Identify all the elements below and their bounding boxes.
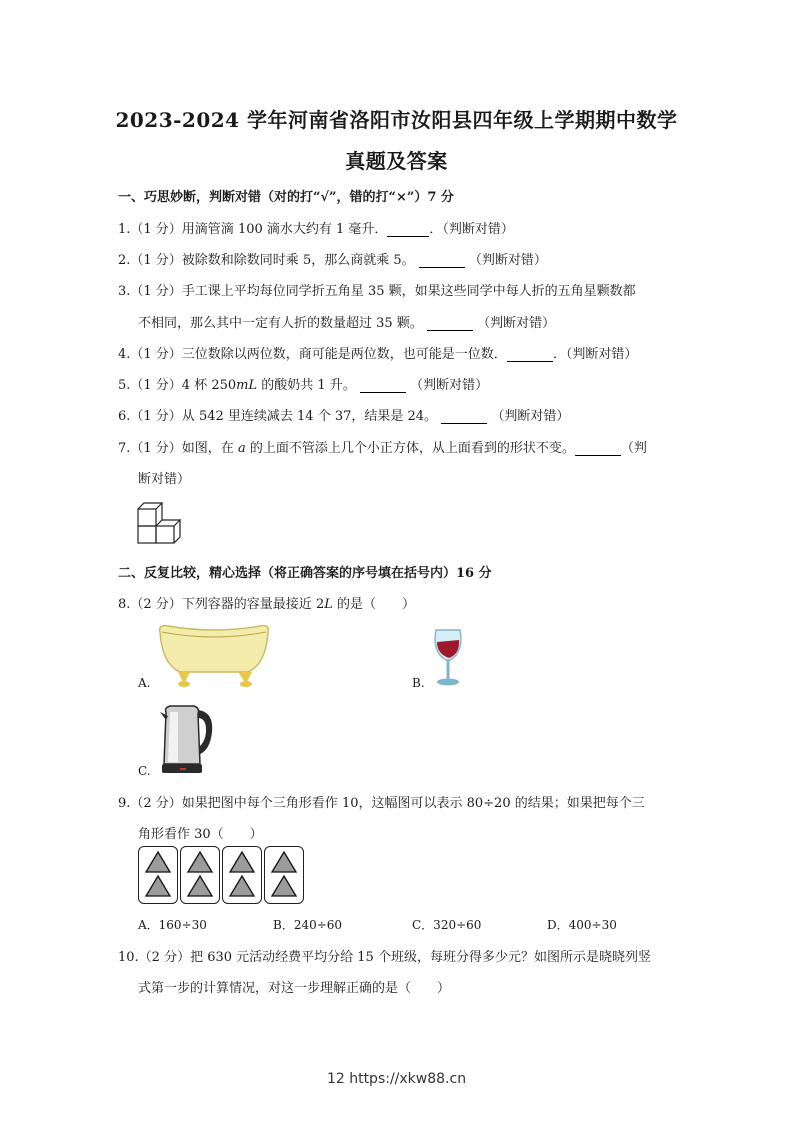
- question-10-line2: 式第一步的计算情况，对这一步理解正确的是（ ）: [138, 981, 451, 996]
- question-7: [118, 437, 647, 456]
- q8-unit: L: [324, 597, 333, 612]
- q7-text-b: 的上面不管添上几个小正方体，从上面看到的形状不变。: [245, 441, 575, 456]
- triangle-group-4: [264, 846, 304, 904]
- kettle-image[interactable]: [156, 702, 218, 776]
- question-8: [118, 593, 415, 612]
- q2-answer-blank[interactable]: [419, 253, 465, 268]
- q8-text-a: 8.（2 分）下列容器的容量最接近 2: [118, 597, 325, 612]
- question-6: [118, 405, 569, 424]
- triangle-group-2: [180, 846, 220, 904]
- q7-text-a: 7.（1 分）如图，在: [118, 441, 238, 456]
- triangle-group-3: [222, 846, 262, 904]
- q9-option-b[interactable]: B．240÷60: [273, 918, 343, 932]
- q1-suffix: ．（判断对错）: [429, 222, 514, 237]
- q8-option-c-label: C.: [138, 764, 151, 778]
- triangle-group-1: [138, 846, 178, 904]
- q5-answer-blank[interactable]: [360, 378, 406, 393]
- question-9-line2: 角形看作 30（ ）: [138, 827, 263, 842]
- question-2: [118, 249, 547, 268]
- q6-suffix: （判断对错）: [491, 409, 570, 424]
- question-1: [118, 218, 514, 237]
- q7-answer-blank[interactable]: [575, 441, 621, 456]
- question-5: [118, 374, 488, 393]
- question-3-line1: 3.（1 分）手工课上平均每位同学折五角星 35 颗，如果这些同学中每人折的五角星颗数都: [118, 284, 636, 299]
- q5-text-b: 的酸奶共 1 升。: [257, 378, 356, 393]
- q3-suffix: （判断对错）: [477, 316, 556, 331]
- wine-glass-image[interactable]: [428, 626, 468, 688]
- cube-figure: [136, 498, 190, 546]
- question-9-line1: 9.（2 分）如果把图中每个三角形看作 10，这幅图可以表示 80÷20 的结果；如果把每个三: [118, 796, 645, 811]
- q9-option-d[interactable]: D．400÷30: [547, 918, 617, 932]
- q3-text: 不相同，那么其中一定有人折的数量超过 35 颗。: [138, 316, 423, 331]
- q7-var: a: [237, 441, 246, 456]
- q8-text-b: 的是（ ）: [332, 597, 415, 612]
- q4-answer-blank[interactable]: [507, 347, 553, 362]
- question-4: [118, 343, 637, 362]
- triangle-figure: [138, 846, 308, 908]
- q4-text: 4.（1 分）三位数除以两位数，商可能是两位数，也可能是一位数．: [118, 347, 507, 362]
- bathtub-image[interactable]: [156, 620, 272, 688]
- q5-suffix: （判断对错）: [410, 378, 489, 393]
- doc-title-line2: 真题及答案: [345, 149, 448, 173]
- q5-text-a: 5.（1 分）4 杯 250: [118, 378, 237, 393]
- q6-answer-blank[interactable]: [441, 409, 487, 424]
- q8-option-b-label: B.: [412, 676, 425, 690]
- question-10-line1: 10.（2 分）把 630 元活动经费平均分给 15 个班级，每班分得多少元？如图所示是晓晓列竖: [118, 950, 651, 965]
- question-3-line2: [138, 312, 555, 331]
- q8-option-a-label: A.: [138, 676, 151, 690]
- q2-text: 2.（1 分）被除数和除数同时乘 5，那么商就乘 5。: [118, 253, 415, 268]
- question-7-line2: 断对错）: [138, 472, 191, 487]
- q6-text: 6.（1 分）从 542 里连续减去 14 个 37，结果是 24。: [118, 409, 438, 424]
- q1-answer-blank[interactable]: [387, 222, 429, 237]
- q3-answer-blank[interactable]: [427, 316, 473, 331]
- section2-heading: 二、反复比较，精心选择（将正确答案的序号填在括号内）16 分: [118, 566, 492, 581]
- q9-option-a[interactable]: A．160÷30: [138, 918, 207, 932]
- q9-option-c[interactable]: C．320÷60: [412, 918, 482, 932]
- q7-suffix: （判: [620, 441, 647, 456]
- q1-text: 1.（1 分）用滴管滴 100 滴水大约有 1 毫升．: [118, 222, 388, 237]
- doc-title-line1: 2023-2024 学年河南省洛阳市汝阳县四年级上学期期中数学: [115, 108, 678, 132]
- q4-suffix: ．（判断对错）: [552, 347, 638, 362]
- section1-heading: 一、巧思妙断，判断对错（对的打“√”，错的打“×”）7 分: [118, 190, 454, 205]
- page-footer: 12 https://xkw88.cn: [326, 1071, 467, 1087]
- q5-unit: mL: [236, 378, 258, 393]
- q2-suffix: （判断对错）: [468, 253, 547, 268]
